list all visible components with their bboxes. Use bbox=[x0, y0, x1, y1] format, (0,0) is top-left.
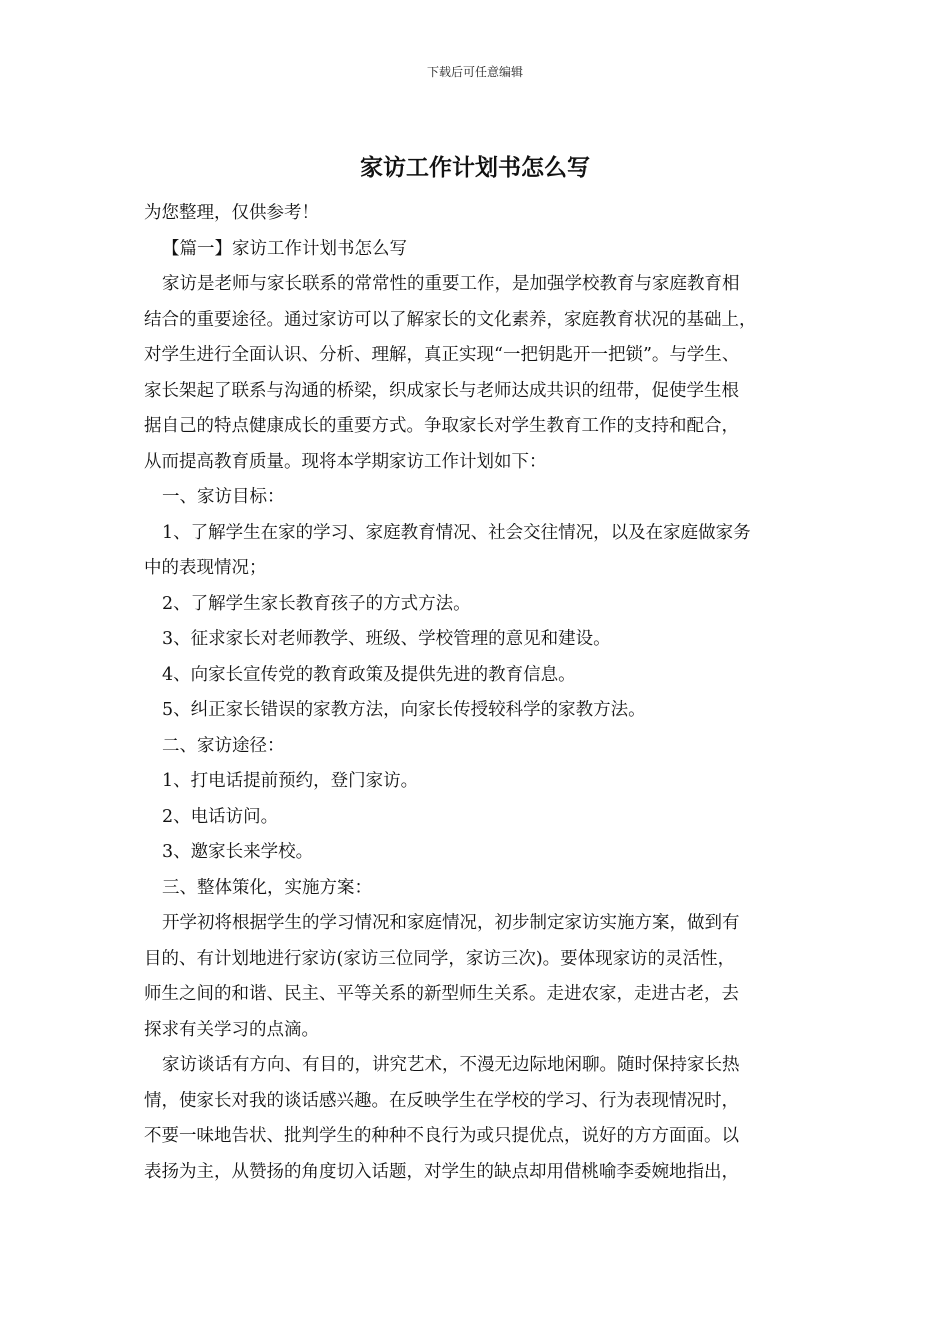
body-line: 二、家访途径： bbox=[162, 735, 285, 756]
body-line: 1、打电话提前预约，登门家访。 bbox=[162, 771, 419, 791]
body-line: 表扬为主，从赞扬的角度切入话题，对学生的缺点却用借桃喻李委婉地指出， bbox=[144, 1161, 739, 1182]
body-line: 探求有关学习的点滴。 bbox=[144, 1019, 319, 1040]
document-title: 家访工作计划书怎么写 bbox=[360, 154, 590, 181]
body-line: 家访是老师与家长联系的常常性的重要工作，是加强学校教育与家庭教育相 bbox=[162, 274, 740, 294]
body-line: 3、邀家长来学校。 bbox=[162, 842, 314, 862]
body-line: 2、了解学生家长教育孩子的方式方法。 bbox=[162, 593, 471, 614]
page-header-note: 下载后可任意编辑 bbox=[426, 65, 523, 79]
body-line: 中的表现情况； bbox=[144, 558, 267, 578]
body-line: 情，使家长对我的谈话感兴趣。在反映学生在学校的学习、行为表现情况时， bbox=[144, 1090, 739, 1111]
body-line: 师生之间的和谐、民主、平等关系的新型师生关系。走进农家，走进古老，去 bbox=[144, 984, 739, 1004]
body-line: 据自己的特点健康成长的重要方式。争取家长对学生教育工作的支持和配合， bbox=[144, 416, 739, 436]
body-line: 不要一味地告状、批判学生的种种不良行为或只提优点，说好的方方面面。以 bbox=[144, 1126, 739, 1146]
body-line: 2、电话访问。 bbox=[162, 806, 279, 827]
body-line: 【篇一】家访工作计划书怎么写 bbox=[162, 238, 407, 259]
body-line: 5、纠正家长错误的家教方法，向家长传授较科学的家教方法。 bbox=[162, 700, 646, 720]
body-line: 开学初将根据学生的学习情况和家庭情况，初步制定家访实施方案，做到有 bbox=[162, 913, 740, 933]
body-line: 结合的重要途径。通过家访可以了解家长的文化素养，家庭教育状况的基础上， bbox=[144, 309, 757, 330]
body-line: 4、向家长宣传党的教育政策及提供先进的教育信息。 bbox=[162, 664, 576, 685]
body-line: 家访谈话有方向、有目的，讲究艺术，不漫无边际地闲聊。随时保持家长热 bbox=[162, 1055, 740, 1075]
body-line: 对学生进行全面认识、分析、理解，真正实现“一把钥匙开一把锁”。与学生、 bbox=[144, 345, 740, 365]
body-line: 为您整理，仅供参考！ bbox=[144, 203, 319, 223]
body-line: 1、了解学生在家的学习、家庭教育情况、社会交往情况，以及在家庭做家务 bbox=[162, 522, 751, 543]
body-line: 3、征求家长对老师教学、班级、学校管理的意见和建设。 bbox=[162, 629, 611, 649]
body-line: 一、家访目标： bbox=[162, 487, 285, 507]
document-body bbox=[144, 196, 812, 1190]
body-line: 家长架起了联系与沟通的桥梁，织成家长与老师达成共识的纽带，促使学生根 bbox=[144, 380, 739, 401]
body-line: 三、整体策化，实施方案： bbox=[162, 877, 372, 898]
body-line: 从而提高教育质量。现将本学期家访工作计划如下： bbox=[144, 451, 547, 472]
body-line: 目的、有计划地进行家访(家访三位同学，家访三次)。要体现家访的灵活性， bbox=[144, 948, 736, 969]
